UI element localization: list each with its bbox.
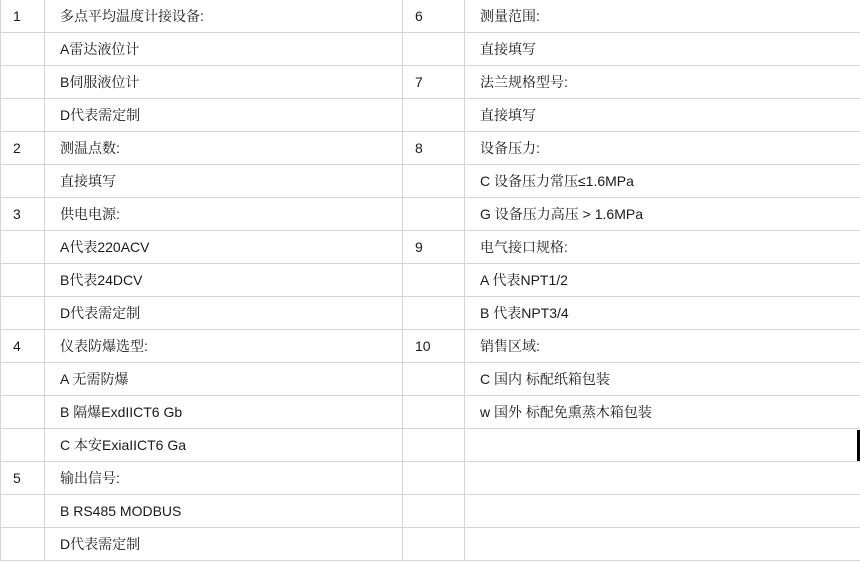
spec-text-cell-left[interactable]: 直接填写 [45,165,403,198]
row-number-cell-left[interactable]: 5 [0,462,45,495]
spec-text-cell-right[interactable]: w 国外 标配免熏蒸木箱包装 [465,396,860,429]
spec-text-cell-left[interactable]: B RS485 MODBUS [45,495,403,528]
spec-text-cell-right[interactable]: A 代表NPT1/2 [465,264,860,297]
spec-text-cell-left[interactable]: 输出信号: [45,462,403,495]
row-number-cell-right[interactable]: 8 [403,132,465,165]
spec-text-cell-right[interactable]: 测量范围: [465,0,860,33]
row-number-cell-left[interactable] [0,165,45,198]
row-number-cell-right[interactable] [403,363,465,396]
row-number-cell-right[interactable] [403,429,465,462]
spec-text-cell-right[interactable]: 直接填写 [465,33,860,66]
spec-text-cell-left[interactable]: B 隔爆ExdIICT6 Gb [45,396,403,429]
row-number-cell-right[interactable]: 6 [403,0,465,33]
spec-text-cell-right[interactable] [465,462,860,495]
spec-text-cell-right[interactable]: 销售区域: [465,330,860,363]
row-number-cell-right[interactable] [403,264,465,297]
row-number-cell-right[interactable] [403,396,465,429]
row-number-cell-left[interactable] [0,99,45,132]
spec-text-cell-right[interactable]: C 设备压力常压≤1.6MPa [465,165,860,198]
spec-text-cell-left[interactable]: 供电电源: [45,198,403,231]
spec-text-cell-left[interactable]: 仪表防爆选型: [45,330,403,363]
spec-text-cell-right[interactable] [465,429,860,462]
spec-text-cell-left[interactable]: D代表需定制 [45,99,403,132]
row-number-cell-left[interactable] [0,231,45,264]
spec-text-cell-right[interactable]: 电气接口规格: [465,231,860,264]
row-number-cell-left[interactable] [0,396,45,429]
row-number-cell-left[interactable] [0,66,45,99]
spec-text-cell-right[interactable]: 设备压力: [465,132,860,165]
row-number-cell-right[interactable] [403,99,465,132]
row-number-cell-right[interactable] [403,33,465,66]
spec-text-cell-left[interactable]: 测温点数: [45,132,403,165]
row-number-cell-left[interactable] [0,495,45,528]
spec-text-cell-left[interactable]: C 本安ExiaIICT6 Ga [45,429,403,462]
spec-text-cell-left[interactable]: A 无需防爆 [45,363,403,396]
spec-text-cell-right[interactable]: G 设备压力高压 > 1.6MPa [465,198,860,231]
spec-text-cell-left[interactable]: 多点平均温度计接设备: [45,0,403,33]
row-number-cell-right[interactable] [403,462,465,495]
spec-text-cell-right[interactable]: B 代表NPT3/4 [465,297,860,330]
row-number-cell-left[interactable] [0,528,45,561]
row-number-cell-left[interactable] [0,264,45,297]
row-number-cell-right[interactable] [403,495,465,528]
spec-text-cell-right[interactable]: 直接填写 [465,99,860,132]
row-number-cell-right[interactable]: 7 [403,66,465,99]
row-number-cell-left[interactable] [0,363,45,396]
spec-text-cell-left[interactable]: B代表24DCV [45,264,403,297]
row-number-cell-left[interactable] [0,429,45,462]
row-number-cell-left[interactable] [0,297,45,330]
spec-text-cell-left[interactable]: D代表需定制 [45,297,403,330]
row-number-cell-left[interactable]: 4 [0,330,45,363]
row-number-cell-right[interactable] [403,297,465,330]
row-number-cell-left[interactable]: 1 [0,0,45,33]
spec-text-cell-left[interactable]: D代表需定制 [45,528,403,561]
row-number-cell-left[interactable]: 3 [0,198,45,231]
spec-text-cell-right[interactable]: C 国内 标配纸箱包装 [465,363,860,396]
row-number-cell-left[interactable] [0,33,45,66]
row-number-cell-right[interactable] [403,165,465,198]
row-number-cell-right[interactable] [403,528,465,561]
spec-text-cell-left[interactable]: B伺服液位计 [45,66,403,99]
row-number-cell-right[interactable] [403,198,465,231]
row-number-cell-left[interactable]: 2 [0,132,45,165]
spec-text-cell-right[interactable]: 法兰规格型号: [465,66,860,99]
spec-text-cell-right[interactable] [465,528,860,561]
spec-text-cell-left[interactable]: A代表220ACV [45,231,403,264]
spec-text-cell-right[interactable] [465,495,860,528]
row-number-cell-right[interactable]: 10 [403,330,465,363]
row-number-cell-right[interactable]: 9 [403,231,465,264]
spec-text-cell-left[interactable]: A雷达液位计 [45,33,403,66]
